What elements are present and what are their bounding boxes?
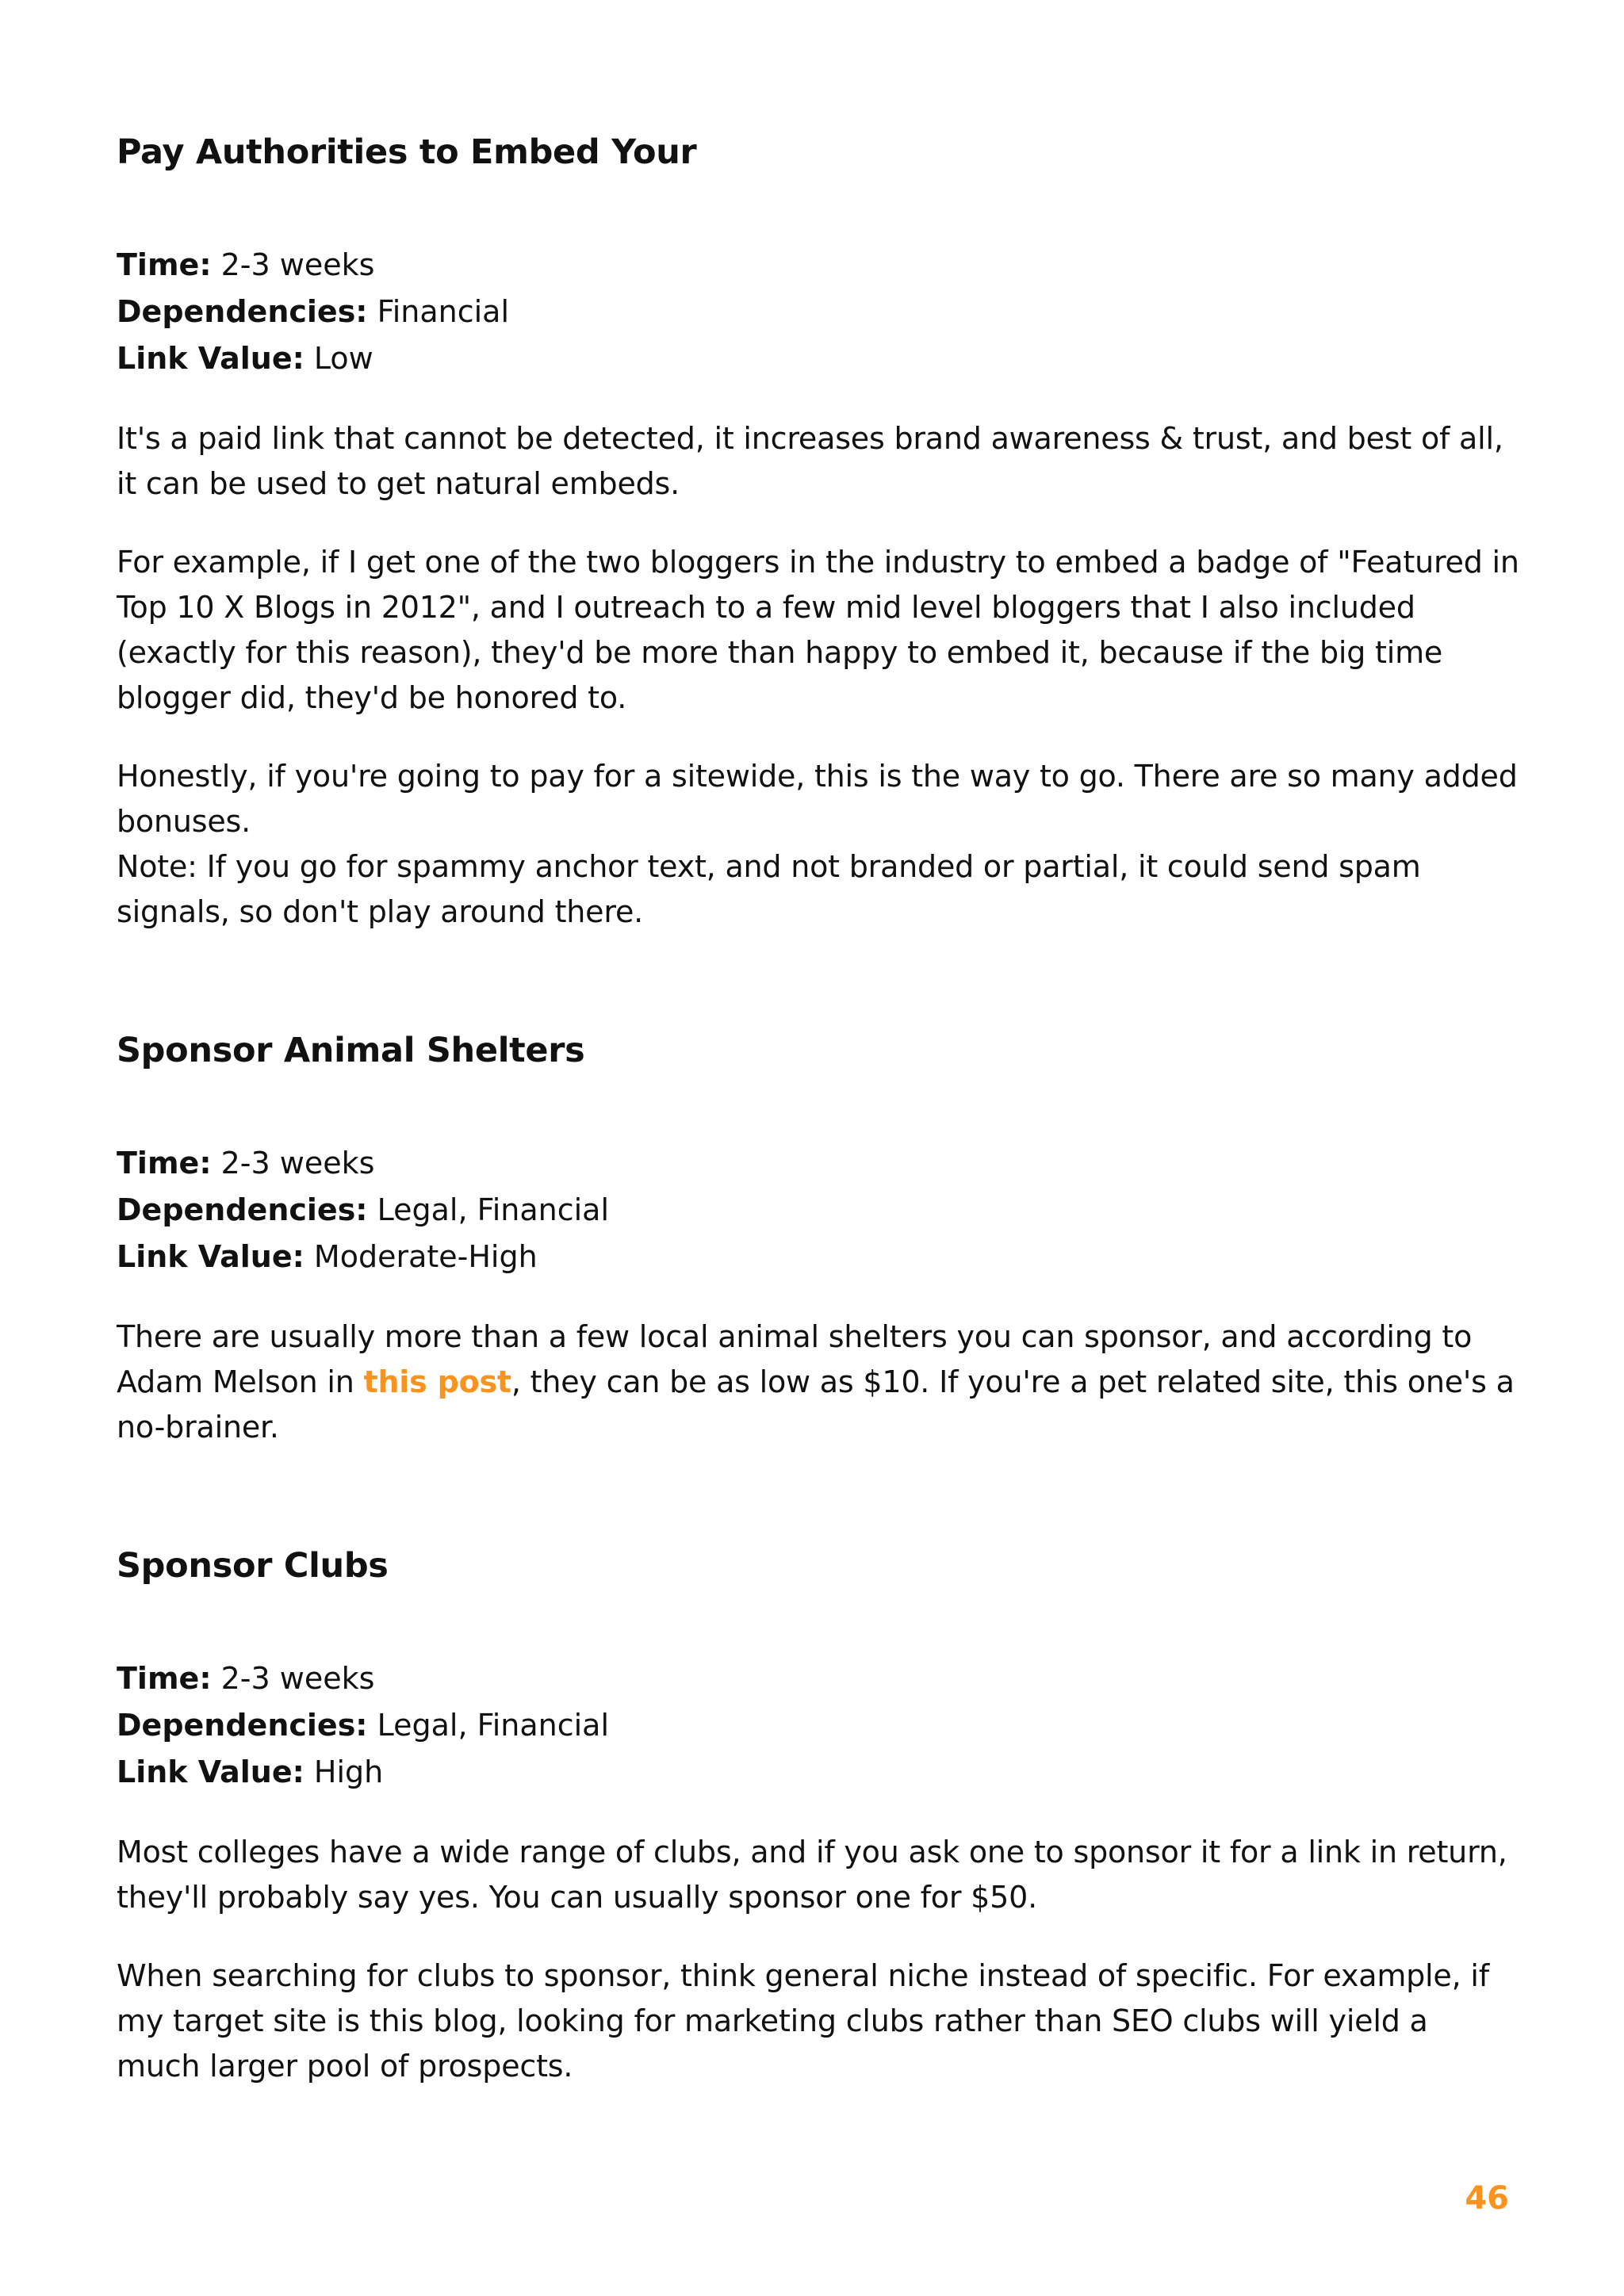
- link-value: Low: [313, 341, 373, 376]
- note-paragraph: Note: If you go for spammy anchor text, and not branded or partial, it could send spam signals, so don't play around there.: [117, 849, 1421, 929]
- paragraph: Honestly, if you're going to pay for a sitewide, this is the way to go. There are so many added bonuses.: [117, 759, 1518, 839]
- page-content: [117, 119, 1520, 2089]
- dependencies-value: Legal, Financial: [377, 1192, 610, 1227]
- dependencies-row: [117, 289, 1520, 335]
- dependencies-value: Legal, Financial: [377, 1708, 610, 1743]
- paragraph: For example, if I get one of the two bloggers in the industry to embed a badge of "Featured in Top 10 X Blogs in 2012", and I outreach to a few mid level bloggers that I also included (exactly for this reason), they'd be more than happy to embed it, because if the big time blogger did, they'd be honored to.: [117, 545, 1519, 715]
- link-value-label: Link Value:: [117, 1755, 304, 1789]
- paragraph: Most colleges have a wide range of clubs, and if you ask one to sponsor it for a link in return, they'll probably say yes. You can usually sponsor one for $50.: [117, 1835, 1507, 1915]
- paragraph-text-before-link: There are usually more than a few local animal shelters you can sponsor, and according to Adam Melson in: [117, 1319, 1473, 1399]
- paragraph-text-after-link: , they can be as low as $10. If you're a pet related site, this one's a no-brainer.: [117, 1364, 1515, 1445]
- time-row: [117, 242, 1520, 289]
- dependencies-label: Dependencies:: [117, 294, 368, 329]
- section-title: Sponsor Clubs: [117, 1546, 389, 1586]
- time-label: Time:: [117, 1146, 212, 1181]
- this-post-link[interactable]: this post: [363, 1364, 511, 1399]
- paragraph: [117, 1314, 1520, 1450]
- time-label: Time:: [117, 1661, 212, 1696]
- page-number: 46: [1465, 2180, 1509, 2217]
- section-sponsor-clubs: [117, 1533, 1520, 2089]
- dependencies-row: [117, 1187, 1520, 1234]
- section-sponsor-animal-shelters: [117, 1017, 1520, 1450]
- link-value: Moderate-High: [313, 1239, 538, 1274]
- dependencies-row: [117, 1702, 1520, 1749]
- time-value: 2-3 weeks: [220, 1146, 375, 1181]
- link-value-label: Link Value:: [117, 1239, 304, 1274]
- section-pay-authorities: [117, 119, 1520, 935]
- paragraph: When searching for clubs to sponsor, think general niche instead of specific. For example, if my target site is this blog, looking for marketing clubs rather than SEO clubs will yield a much larger pool of prospects.: [117, 1958, 1489, 2084]
- time-row: [117, 1140, 1520, 1187]
- section-title: Sponsor Animal Shelters: [117, 1031, 585, 1070]
- link-value: High: [313, 1755, 384, 1789]
- link-value-row: [117, 1749, 1520, 1796]
- time-value: 2-3 weeks: [220, 247, 375, 282]
- time-value: 2-3 weeks: [220, 1661, 375, 1696]
- section-title: Pay Authorities to Embed Your: [117, 132, 697, 172]
- time-label: Time:: [117, 247, 212, 282]
- time-row: [117, 1655, 1520, 1702]
- link-value-row: [117, 1234, 1520, 1280]
- link-value-row: [117, 335, 1520, 382]
- dependencies-label: Dependencies:: [117, 1708, 368, 1743]
- dependencies-value: Financial: [377, 294, 510, 329]
- paragraph: It's a paid link that cannot be detected, it increases brand awareness & trust, and best of all, it can be used to get natural embeds.: [117, 421, 1503, 501]
- link-value-label: Link Value:: [117, 341, 304, 376]
- dependencies-label: Dependencies:: [117, 1192, 368, 1227]
